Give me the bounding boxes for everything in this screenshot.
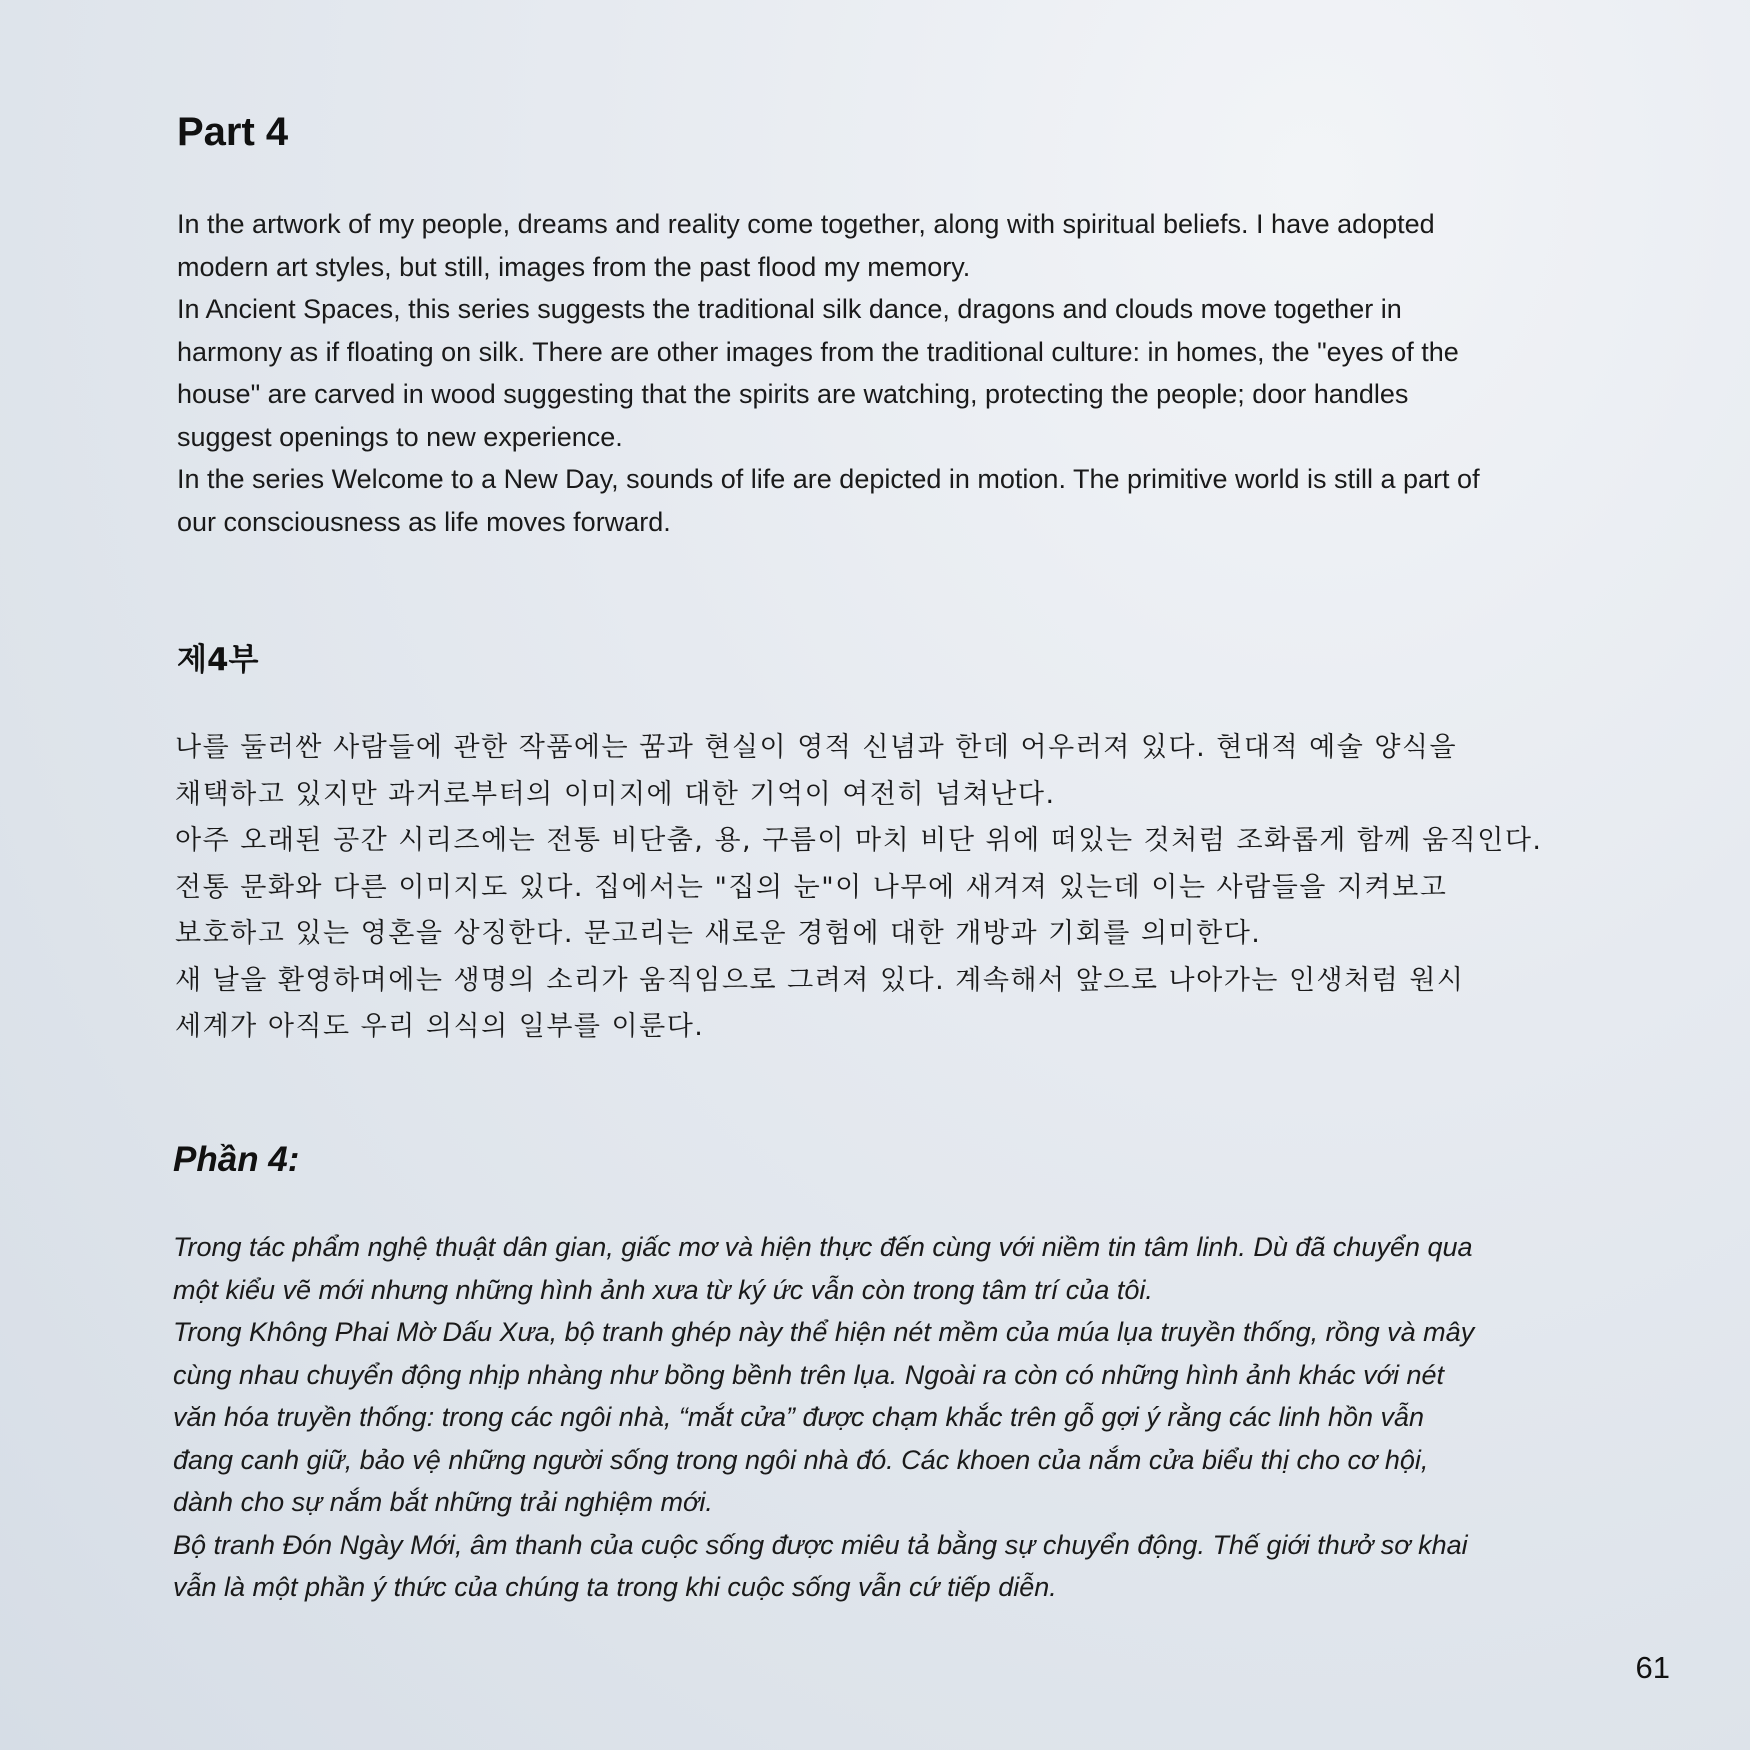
english-line-3: In Ancient Spaces, this series suggests the traditional silk dance, dragons and clouds move together in	[177, 294, 1402, 324]
english-line-1: In the artwork of my people, dreams and reality come together, along with spiritual beliefs. I have adopted	[177, 209, 1435, 239]
english-line-7: In the series Welcome to a New Day, sounds of life are depicted in motion. The primitive world is still a part of	[177, 464, 1480, 494]
vietnamese-line-8: Bộ tranh Đón Ngày Mới, âm thanh của cuộc sống được miêu tả bằng sự chuyển động. Thế giới thưở sơ khai	[173, 1529, 1468, 1560]
korean-line-1: 나를 둘러싼 사람들에 관한 작품에는 꿈과 현실이 영적 신념과 한데 어우러져 있다. 현대적 예술 양식을	[175, 732, 1458, 763]
vietnamese-body	[173, 1226, 1613, 1609]
vietnamese-line-6: đang canh giữ, bảo vệ những người sống trong ngôi nhà đó. Các khoen của nắm cửa biểu thị cho cơ hội,	[173, 1444, 1429, 1475]
english-line-6: suggest openings to new experience.	[177, 421, 623, 452]
korean-body	[175, 725, 1615, 1051]
vietnamese-line-2: một kiểu vẽ mới nhưng những hình ảnh xưa từ ký ức vẫn còn trong tâm trí của tôi.	[173, 1274, 1153, 1305]
vietnamese-line-5: văn hóa truyền thống: trong các ngôi nhà, “mắt cửa” được chạm khắc trên gỗ gợi ý rằng các linh hồn vẫn	[173, 1402, 1425, 1432]
english-line-5: house" are carved in wood suggesting that the spirits are watching, protecting the people; door handles	[177, 379, 1409, 409]
vietnamese-heading: Phần 4:	[173, 1140, 300, 1179]
korean-heading: 제4부	[177, 642, 259, 678]
korean-line-6: 새 날을 환영하며에는 생명의 소리가 움직임으로 그려져 있다. 계속해서 앞으로 나아가는 인생처럼 원시	[175, 964, 1465, 996]
korean-line-2: 채택하고 있지만 과거로부터의 이미지에 대한 기억이 여전히 넘쳐난다.	[175, 778, 1056, 810]
english-heading: Part 4	[177, 110, 289, 154]
vietnamese-line-3: Trong Không Phai Mờ Dấu Xưa, bộ tranh ghép này thể hiện nét mềm của múa lụa truyền thống, rồng và mây	[173, 1317, 1475, 1347]
vietnamese-line-1: Trong tác phẩm nghệ thuật dân gian, giấc mơ và hiện thực đến cùng với niềm tin tâm linh. Dù đã chuyển qua	[173, 1232, 1473, 1262]
page-number: 61	[1635, 1650, 1670, 1685]
english-line-2: modern art styles, but still, images from the past flood my memory.	[177, 251, 971, 282]
vietnamese-line-4: cùng nhau chuyển động nhịp nhàng như bồng bềnh trên lụa. Ngoài ra còn có những hình ảnh khác với nét	[173, 1359, 1444, 1390]
korean-line-4: 전통 문화와 다른 이미지도 있다. 집에서는 "집의 눈"이 나무에 새겨져 있는데 이는 사람들을 지켜보고	[175, 871, 1448, 903]
vietnamese-line-7: dành cho sự nắm bắt những trải nghiệm mới.	[173, 1487, 713, 1517]
vietnamese-line-9: vẫn là một phần ý thức của chúng ta trong khi cuộc sống vẫn cứ tiếp diễn.	[173, 1572, 1057, 1602]
english-line-8: our consciousness as life moves forward.	[177, 506, 671, 537]
korean-line-7: 세계가 아직도 우리 의식의 일부를 이룬다.	[175, 1011, 705, 1042]
korean-line-3: 아주 오래된 공간 시리즈에는 전통 비단춤, 용, 구름이 마치 비단 위에 떠있는 것처럼 조화롭게 함께 움직인다.	[175, 825, 1543, 856]
english-body	[177, 203, 1617, 543]
english-line-4: harmony as if floating on silk. There are other images from the traditional culture: in homes, the "eyes of the	[177, 336, 1459, 367]
korean-line-5: 보호하고 있는 영혼을 상징한다. 문고리는 새로운 경험에 대한 개방과 기회를 의미한다.	[175, 918, 1262, 949]
